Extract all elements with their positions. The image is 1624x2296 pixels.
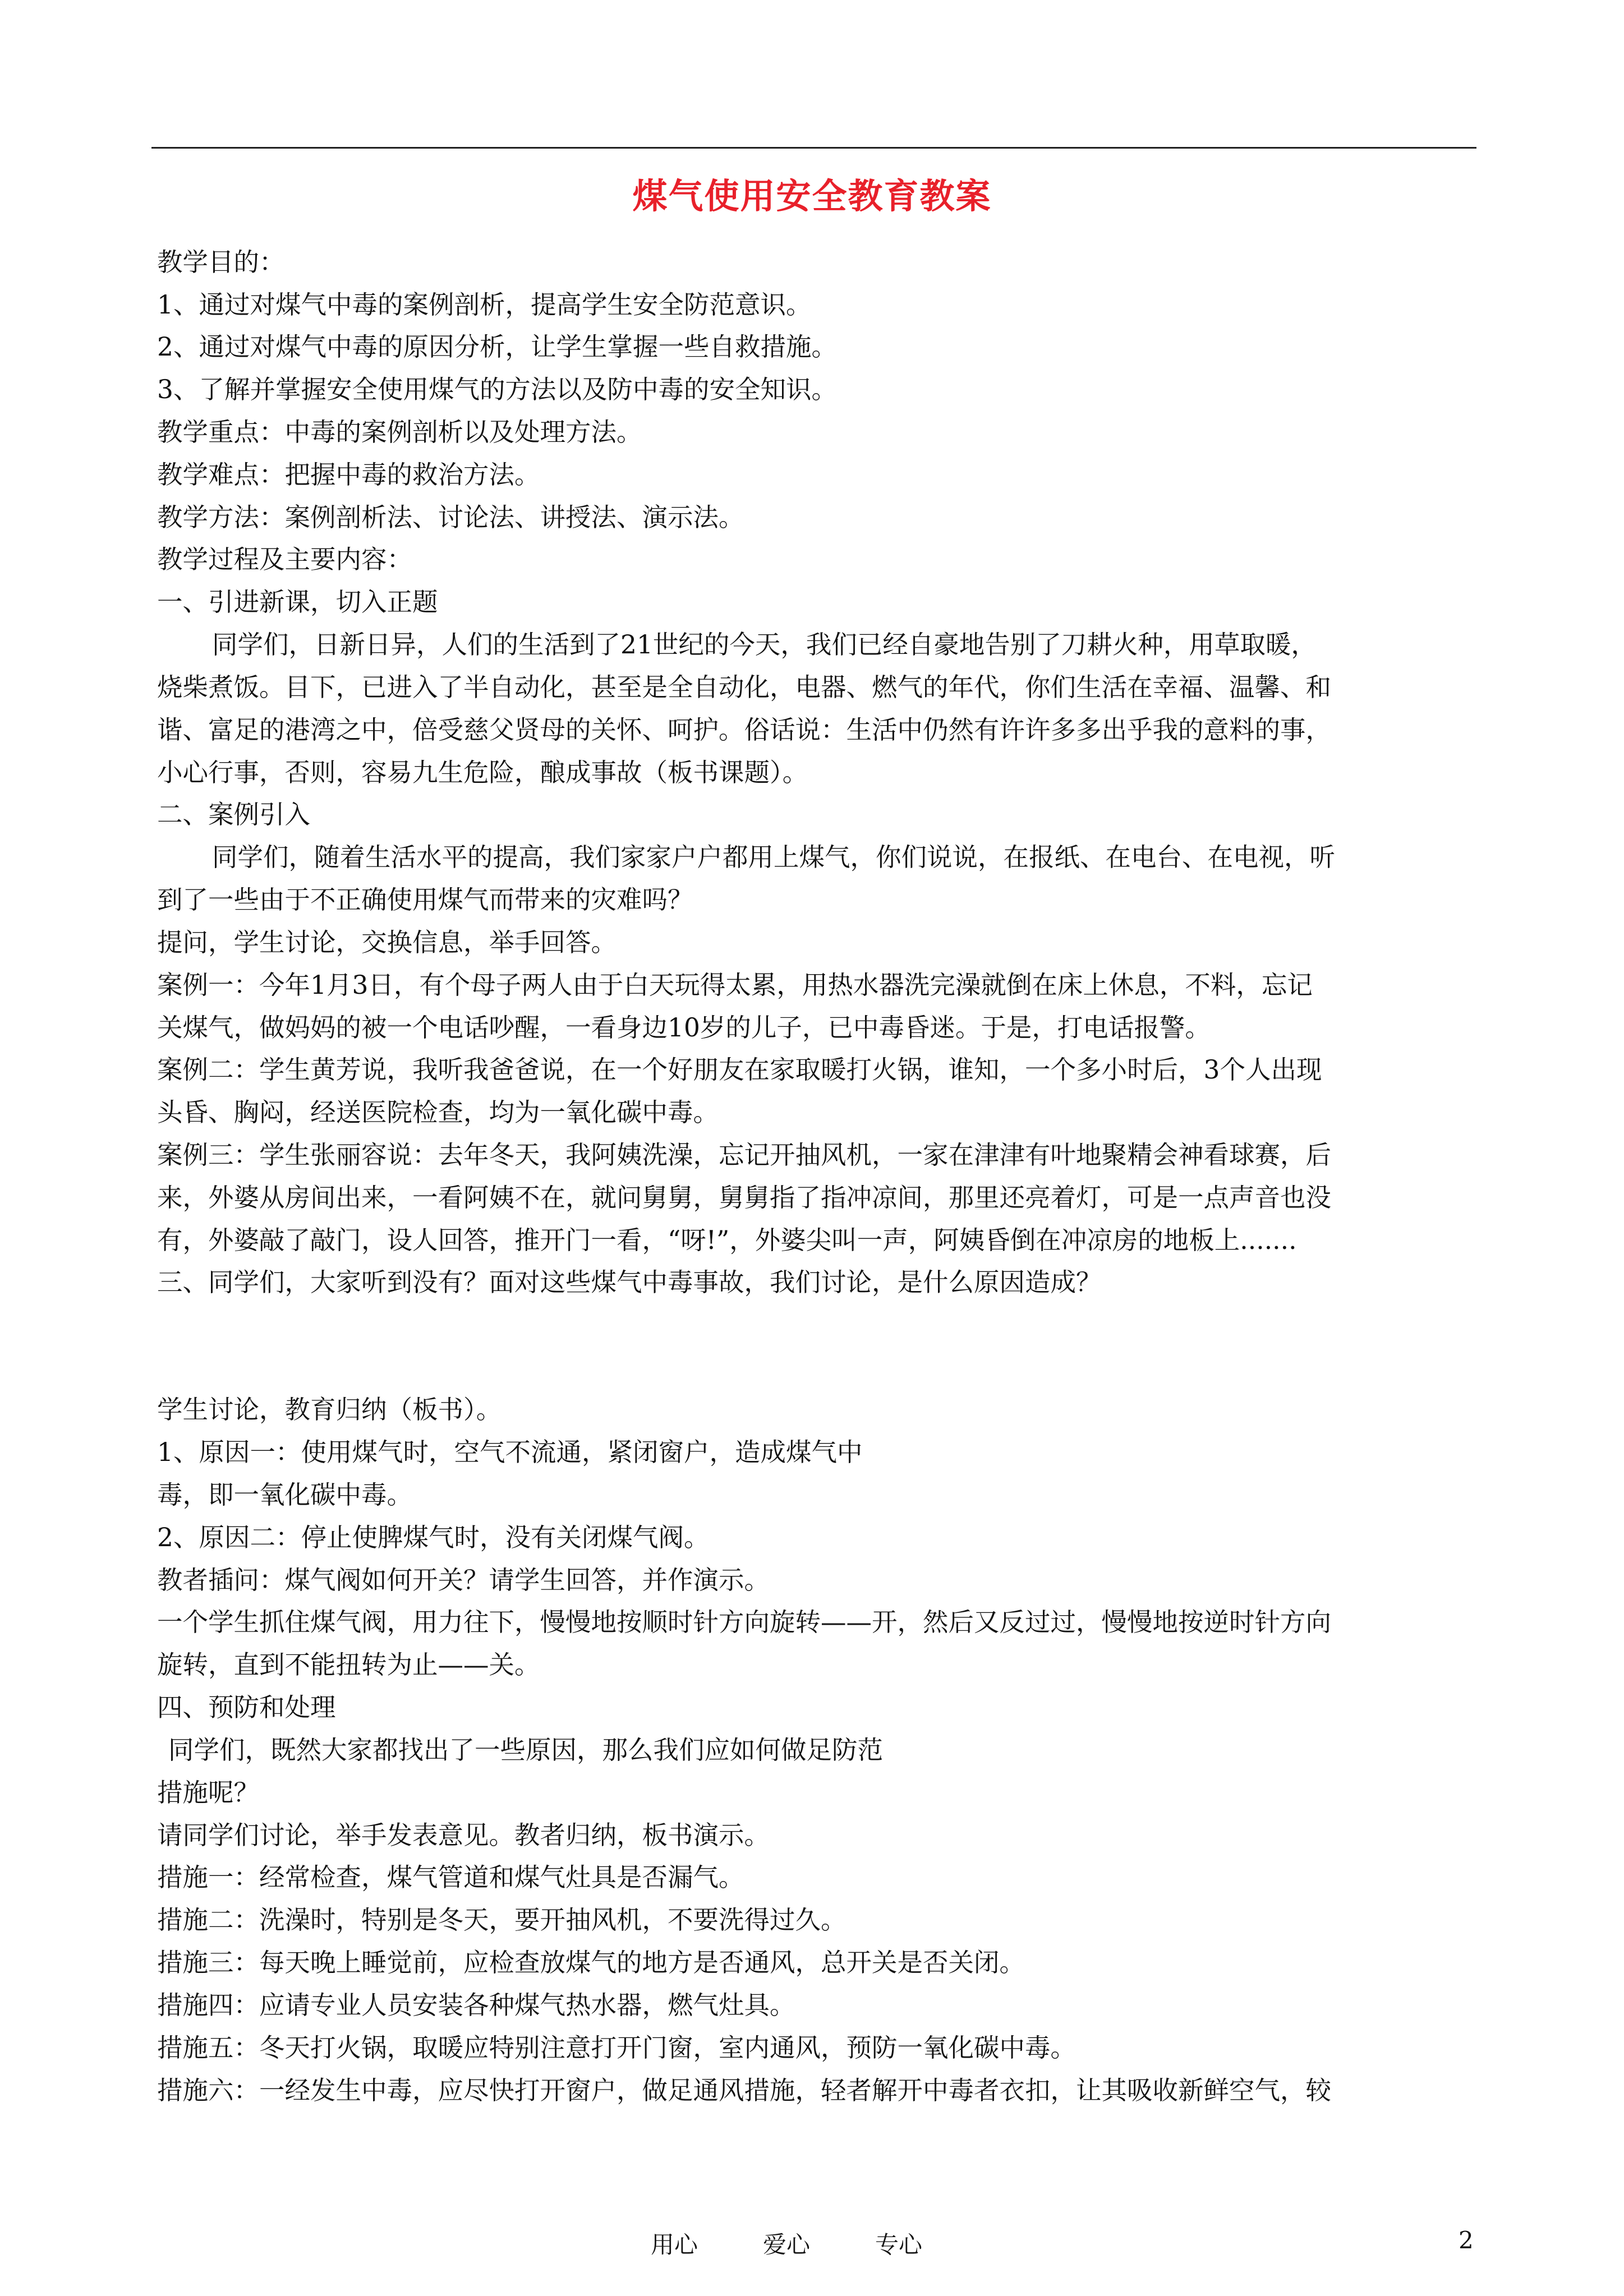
text-line: 措施一：经常检查，煤气管道和煤气灶具是否漏气。 (157, 1862, 744, 1892)
header-rule (151, 147, 1476, 149)
section-heading: 二、案例引入 (157, 800, 311, 829)
section-heading: 四、预防和处理 (157, 1693, 336, 1722)
text-line: 案例三：学生张丽容说：去年冬天，我阿姨洗澡，忘记开抽风机，一家在津津有叶地聚精会神看球赛，后 (157, 1140, 1332, 1170)
text-line: 1、原因一：使用煤气时，空气不流通，紧闭窗户，造成煤气中 (157, 1437, 863, 1467)
text-line: 案例二：学生黄芳说，我听我爸爸说，在一个好朋友在家取暖打火锅，谁知，一个多小时后，3个人出现 (157, 1055, 1322, 1085)
text-line: 同学们，随着生活水平的提高，我们家家户户都用上煤气，你们说说，在报纸、在电台、在电视，听 (212, 842, 1336, 872)
text-line: 旋转，直到不能扭转为止——关。 (157, 1650, 540, 1680)
text-line: 2、通过对煤气中毒的原因分析，让学生掌握一些自救措施。 (157, 332, 837, 362)
text-line: 同学们，日新日异，人们的生活到了21世纪的今天，我们已经自豪地告别了刀耕火种，用草取暖， (212, 630, 1317, 660)
text-line: 1、通过对煤气中毒的案例剖析，提高学生安全防范意识。 (157, 290, 812, 320)
text-line: 措施三：每天晚上睡觉前，应检查放煤气的地方是否通风，总开关是否关闭。 (157, 1948, 1025, 1977)
section-heading: 三、同学们，大家听到没有？面对这些煤气中毒事故，我们讨论，是什么原因造成？ (157, 1267, 1102, 1297)
text-line: 措施六：一经发生中毒，应尽快打开窗户，做足通风措施，轻者解开中毒者衣扣，让其吸收新鲜空气，较 (157, 2076, 1332, 2105)
text-line: 3、了解并掌握安全使用煤气的方法以及防中毒的安全知识。 (157, 375, 837, 404)
text-line: 头昏、胸闷，经送医院检查，均为一氧化碳中毒。 (157, 1098, 719, 1127)
text-line: 学生讨论，教育归纳（板书）。 (157, 1395, 502, 1424)
text-line: 案例一：今年1月3日，有个母子两人由于白天玩得太累，用热水器洗完澡就倒在床上休息，不料，忘记 (157, 970, 1313, 1000)
text-line: 同学们，既然大家都找出了一些原因，那么我们应如何做足防范 (168, 1735, 884, 1765)
document-title: 煤气使用安全教育教案 (632, 176, 992, 216)
text-line: 2、原因二：停止使脾煤气时，没有关闭煤气阀。 (157, 1523, 710, 1552)
text-line: 教者插问：煤气阀如何开关？请学生回答，并作演示。 (157, 1565, 770, 1595)
text-line: 请同学们讨论，举手发表意见。教者归纳，板书演示。 (157, 1820, 770, 1850)
text-line: 教学过程及主要内容： (157, 545, 413, 574)
section-heading: 一、引进新课，切入正题 (157, 587, 438, 617)
page-number: 2 (1459, 2226, 1474, 2254)
footer-text-right: 专心 (875, 2231, 923, 2258)
text-line: 教学难点：把握中毒的救治方法。 (157, 460, 540, 490)
text-line: 教学目的： (157, 247, 285, 277)
text-line: 烧柴煮饭。目下，已进入了半自动化，甚至是全自动化，电器、燃气的年代，你们生活在幸福、温馨、和 (157, 672, 1332, 702)
text-line: 教学方法：案例剖析法、讨论法、讲授法、演示法。 (157, 502, 744, 532)
text-line: 毒，即一氧化碳中毒。 (157, 1480, 413, 1510)
footer-text-left: 用心 (651, 2231, 698, 2258)
text-line: 措施五：冬天打火锅，取暖应特别注意打开门窗，室内通风，预防一氧化碳中毒。 (157, 2033, 1076, 2063)
text-line: 关煤气，做妈妈的被一个电话吵醒，一看身边10岁的儿子，已中毒昏迷。于是，打电话报警。 (157, 1013, 1211, 1043)
text-line: 谐、富足的港湾之中，倍受慈父贤母的关怀、呵护。俗话说：生活中仍然有许许多多出乎我的意料的事， (157, 715, 1332, 745)
text-line: 提问，学生讨论，交换信息，举手回答。 (157, 928, 617, 957)
text-line: 一个学生抓住煤气阀，用力往下，慢慢地按顺时针方向旋转——开，然后又反过过，慢慢地按逆时针方向 (157, 1607, 1332, 1637)
text-line: 来，外婆从房间出来，一看阿姨不在，就问舅舅，舅舅指了指冲凉间，那里还亮着灯，可是一点声音也没 (157, 1183, 1332, 1212)
text-line: 措施呢？ (157, 1778, 260, 1808)
text-line: 措施四：应请专业人员安装各种煤气热水器，燃气灶具。 (157, 1990, 795, 2020)
text-line: 小心行事，否则，容易九生危险，酿成事故（板书课题）。 (157, 758, 808, 787)
footer-text-middle: 爱心 (763, 2231, 811, 2258)
text-line: 有，外婆敲了敲门，设人回答，推开门一看，“呀!”，外婆尖叫一声，阿姨昏倒在冲凉房的地板上....... (157, 1225, 1297, 1255)
text-line: 教学重点：中毒的案例剖析以及处理方法。 (157, 417, 642, 447)
text-line: 到了一些由于不正确使用煤气而带来的灾难吗？ (157, 885, 693, 915)
text-line: 措施二：洗澡时，特别是冬天，要开抽风机，不要洗得过久。 (157, 1905, 846, 1935)
